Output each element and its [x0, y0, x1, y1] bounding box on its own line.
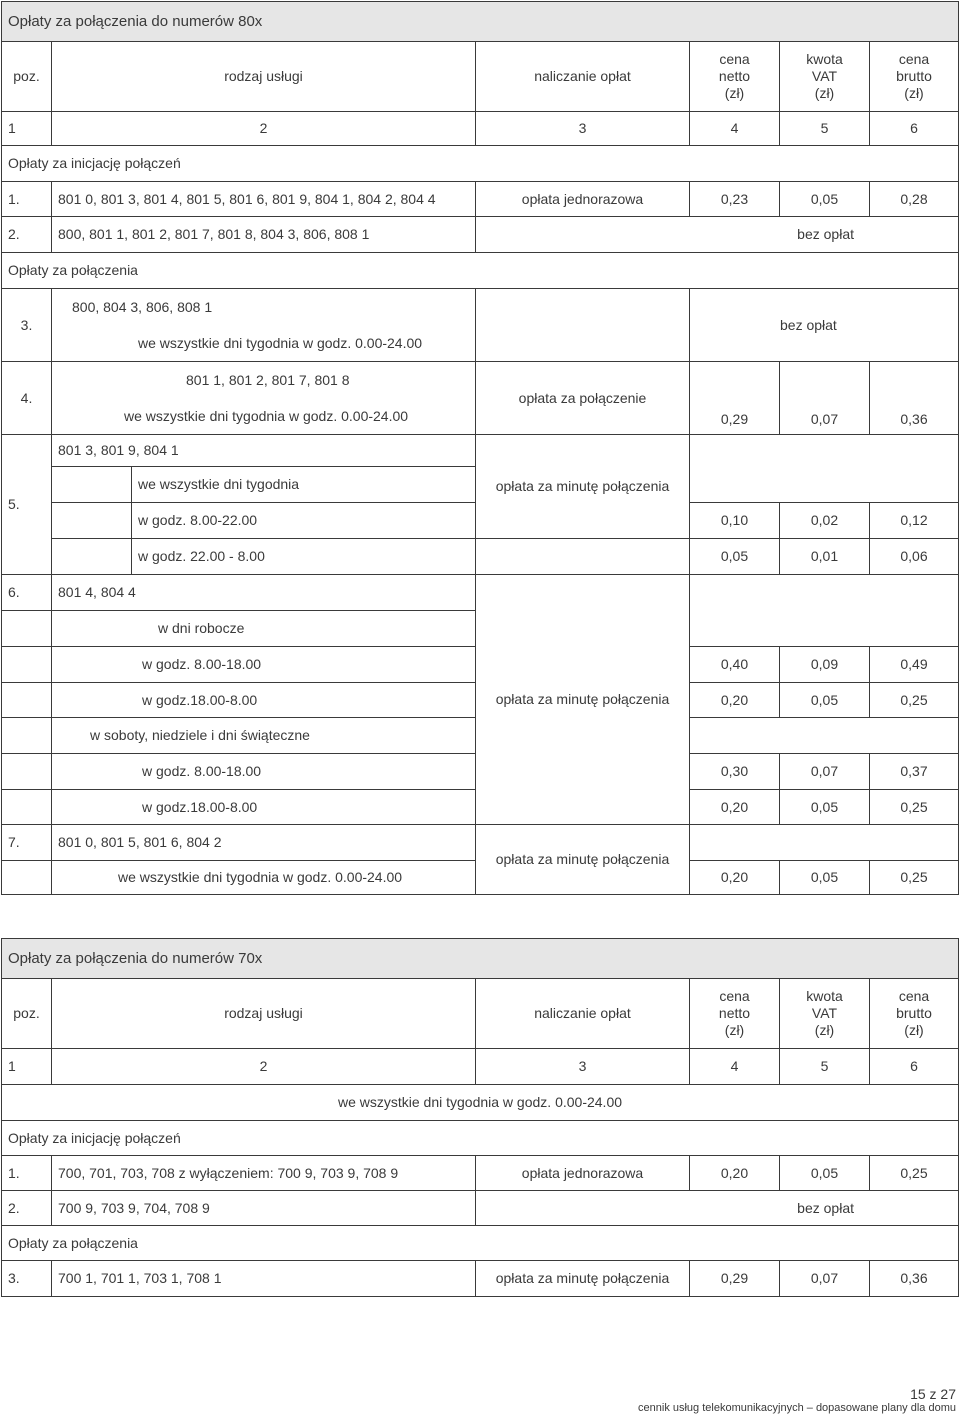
col-brutto: cena brutto (zł)	[870, 42, 959, 112]
vat-amount: 0,05	[780, 790, 870, 825]
service-desc: 801 1, 801 2, 801 7, 801 8 we wszystkie dni tygodnia w godz. 0.00-24.00	[52, 362, 476, 435]
col-num: 3	[476, 112, 690, 146]
col-num: 5	[780, 112, 870, 146]
price-gross: 0,37	[870, 754, 959, 790]
charging: opłata za minutę połączenia	[476, 575, 690, 825]
no-fee: bez opłat	[476, 217, 959, 253]
page-number: 15 z 27	[910, 1386, 956, 1402]
time-range: w godz.18.00-8.00	[52, 790, 476, 825]
column-number-row	[2, 1049, 959, 1085]
col-num: 5	[780, 1049, 870, 1085]
table-80x	[1, 1, 959, 895]
service-desc: 800, 801 1, 801 2, 801 7, 801 8, 804 3, 806, 808 1	[52, 217, 476, 253]
row-number: 1.	[2, 182, 52, 217]
row-number: 6.	[2, 575, 52, 611]
service-desc: 801 0, 801 5, 801 6, 804 2	[52, 825, 476, 861]
col-rodzaj: rodzaj usługi	[52, 42, 476, 112]
header-row	[2, 42, 959, 112]
price-net: 0,30	[690, 754, 780, 790]
col-num: 1	[2, 1049, 52, 1085]
vat-amount: 0,05	[780, 861, 870, 895]
table-row	[2, 435, 959, 467]
time-range: w godz. 22.00 - 8.00	[132, 539, 476, 575]
time-range: we wszystkie dni tygodnia w godz. 0.00-24.00	[52, 861, 476, 895]
price-gross: 0,06	[870, 539, 959, 575]
price-net: 0,40	[690, 647, 780, 683]
time-note: we wszystkie dni tygodnia w godz. 0.00-24.00	[2, 1085, 959, 1121]
table-row	[2, 575, 959, 611]
price-gross: 0,25	[870, 1156, 959, 1191]
service-desc: 700, 701, 703, 708 z wyłączeniem: 700 9, 703 9, 708 9	[52, 1156, 476, 1191]
service-desc: 700 9, 703 9, 704, 708 9	[52, 1191, 476, 1226]
price-gross: 0,25	[870, 861, 959, 895]
col-num: 6	[870, 1049, 959, 1085]
row-number: 1.	[2, 1156, 52, 1191]
day-range: w soboty, niedziele i dni świąteczne	[52, 718, 476, 754]
charging: opłata jednorazowa	[476, 1156, 690, 1191]
price-gross: 0,36	[870, 1261, 959, 1297]
table-row	[2, 217, 959, 253]
vat-amount: 0,07	[780, 1261, 870, 1297]
col-brutto: cena brutto (zł)	[870, 979, 959, 1049]
service-desc: 800, 804 3, 806, 808 1 we wszystkie dni tygodnia w godz. 0.00-24.00	[52, 289, 476, 362]
price-net: 0,20	[690, 1156, 780, 1191]
price-net: 0,20	[690, 861, 780, 895]
table-70x	[1, 938, 959, 1297]
row-number: 4.	[2, 362, 52, 435]
section-title: Opłaty za połączenia	[2, 253, 959, 289]
vat-amount: 0,09	[780, 647, 870, 683]
price-net: 0,20	[690, 683, 780, 718]
price-net: 0,23	[690, 182, 780, 217]
charging: opłata za minutę połączenia	[476, 435, 690, 539]
col-naliczanie: naliczanie opłat	[476, 42, 690, 112]
col-num: 4	[690, 112, 780, 146]
row-number: 2.	[2, 1191, 52, 1226]
service-desc: 801 0, 801 3, 801 4, 801 5, 801 6, 801 9, 804 1, 804 2, 804 4	[52, 182, 476, 217]
col-num: 3	[476, 1049, 690, 1085]
table-row	[2, 362, 959, 435]
charging: opłata za połączenie	[476, 362, 690, 435]
price-net: 0,10	[690, 503, 780, 539]
table-row	[2, 1156, 959, 1191]
row-number: 3.	[2, 1261, 52, 1297]
vat-amount: 0,02	[780, 503, 870, 539]
table-row	[2, 182, 959, 217]
price-gross: 0,25	[870, 683, 959, 718]
time-range: w godz. 8.00-18.00	[52, 647, 476, 683]
row-number: 7.	[2, 825, 52, 861]
charging: opłata za minutę połączenia	[476, 825, 690, 895]
table-row	[2, 1261, 959, 1297]
col-num: 6	[870, 112, 959, 146]
row-number: 5.	[2, 435, 52, 575]
col-num: 2	[52, 1049, 476, 1085]
price-gross: 0,12	[870, 503, 959, 539]
col-netto: cena netto (zł)	[690, 42, 780, 112]
vat-amount: 0,01	[780, 539, 870, 575]
price-net: 0,29	[690, 1261, 780, 1297]
col-num: 4	[690, 1049, 780, 1085]
column-number-row	[2, 112, 959, 146]
col-netto: cena netto (zł)	[690, 979, 780, 1049]
col-vat: kwota VAT (zł)	[780, 979, 870, 1049]
time-range: w godz. 8.00-18.00	[52, 754, 476, 790]
col-poz: poz.	[2, 979, 52, 1049]
price-gross: 0,25	[870, 790, 959, 825]
price-net: 0,20	[690, 790, 780, 825]
no-fee: bez opłat	[690, 289, 959, 362]
section-title: Opłaty za inicjację połączeń	[2, 1121, 959, 1156]
table-row	[2, 1191, 959, 1226]
price-gross: 0,49	[870, 647, 959, 683]
table-row	[2, 289, 959, 362]
service-desc: 801 3, 801 9, 804 1	[52, 435, 476, 467]
no-fee: bez opłat	[476, 1191, 959, 1226]
vat-amount: 0,05	[780, 683, 870, 718]
document-title: cennik usług telekomunikacyjnych – dopasowane plany dla domu	[638, 1402, 956, 1414]
vat-amount: 0,05	[780, 182, 870, 217]
vat-amount: 0,05	[780, 1156, 870, 1191]
col-num: 1	[2, 112, 52, 146]
col-naliczanie: naliczanie opłat	[476, 979, 690, 1049]
table-row	[2, 825, 959, 861]
col-vat: kwota VAT (zł)	[780, 42, 870, 112]
col-poz: poz.	[2, 42, 52, 112]
price-net: 0,29	[690, 362, 780, 435]
time-range: w godz. 8.00-22.00	[132, 503, 476, 539]
charging: opłata jednorazowa	[476, 182, 690, 217]
vat-amount: 0,07	[780, 362, 870, 435]
service-desc: 700 1, 701 1, 703 1, 708 1	[52, 1261, 476, 1297]
price-net: 0,05	[690, 539, 780, 575]
vat-amount: 0,07	[780, 754, 870, 790]
table-title: Opłaty za połączenia do numerów 70x	[2, 939, 959, 979]
day-range: we wszystkie dni tygodnia	[132, 467, 476, 503]
table-title: Opłaty za połączenia do numerów 80x	[2, 2, 959, 42]
col-rodzaj: rodzaj usługi	[52, 979, 476, 1049]
row-number: 2.	[2, 217, 52, 253]
col-num: 2	[52, 112, 476, 146]
charging: opłata za minutę połączenia	[476, 1261, 690, 1297]
price-gross: 0,36	[870, 362, 959, 435]
price-gross: 0,28	[870, 182, 959, 217]
section-title: Opłaty za połączenia	[2, 1226, 959, 1261]
day-range: w dni robocze	[52, 611, 476, 647]
row-number: 3.	[2, 289, 52, 362]
time-range: w godz.18.00-8.00	[52, 683, 476, 718]
header-row	[2, 979, 959, 1049]
service-desc: 801 4, 804 4	[52, 575, 476, 611]
section-title: Opłaty za inicjację połączeń	[2, 146, 959, 182]
